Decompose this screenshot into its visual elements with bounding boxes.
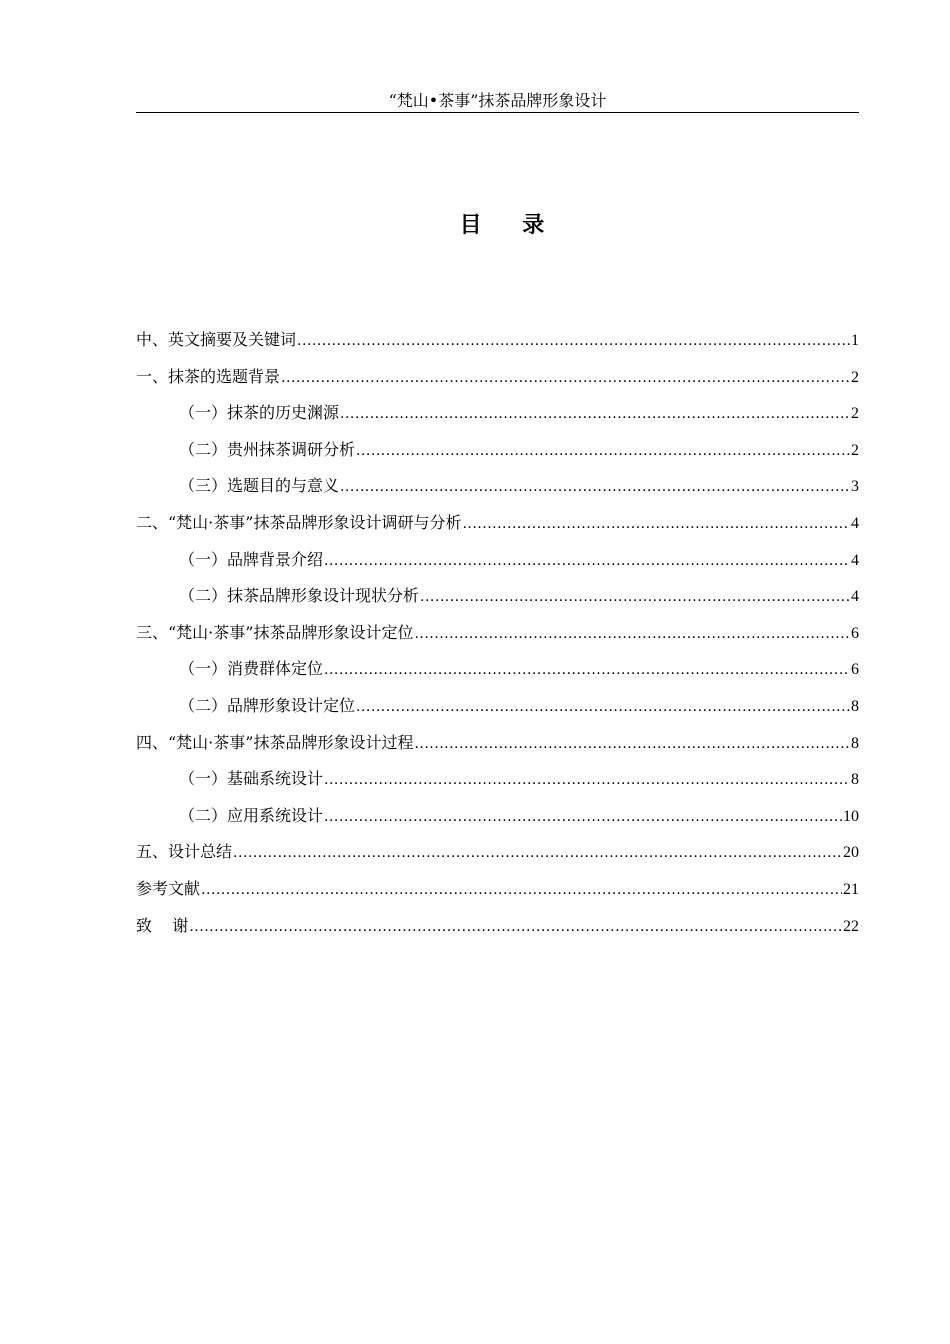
- toc-entry-title: （二）品牌形象设计定位: [179, 695, 356, 715]
- toc-entry-title: 五、设计总结: [136, 842, 233, 862]
- toc-entry-title: （二）应用系统设计: [179, 805, 324, 825]
- toc-dot-leader: [201, 872, 842, 908]
- toc-dot-leader: [324, 652, 850, 688]
- toc-entry[interactable]: [136, 505, 859, 542]
- toc-entry-title: （一）基础系统设计: [179, 769, 324, 789]
- toc-entry-title: 致 谢: [136, 915, 189, 935]
- toc-entry[interactable]: [136, 615, 859, 652]
- header-title: “梵山•茶事”抹茶品牌形象设计: [388, 91, 607, 110]
- toc-entry-title: （一）品牌背景介绍: [179, 549, 324, 569]
- toc-entry-title: 四、“梵山·茶事”抹茶品牌形象设计过程: [136, 732, 414, 752]
- toc-entry[interactable]: [136, 395, 859, 432]
- toc-entry[interactable]: [136, 725, 859, 762]
- toc-dot-leader: [233, 835, 842, 871]
- toc-entry-page-number: 4: [851, 551, 859, 569]
- toc-entry[interactable]: [136, 651, 859, 688]
- toc-entry[interactable]: [136, 798, 859, 835]
- toc-entry-title: 中、英文摘要及关键词: [136, 330, 297, 349]
- toc-entry-title: 三、“梵山·茶事”抹茶品牌形象设计定位: [136, 622, 414, 642]
- toc-entry[interactable]: [136, 834, 859, 871]
- toc-entry[interactable]: [136, 359, 859, 396]
- toc-entry-title: （二）抹茶品牌形象设计现状分析: [179, 586, 420, 606]
- toc-dot-leader: [414, 726, 850, 762]
- toc-dot-leader: [356, 433, 850, 469]
- toc-entry[interactable]: [136, 871, 859, 908]
- toc-entry-page-number: 20: [843, 844, 859, 862]
- toc-entry-title: 一、抹茶的选题背景: [136, 366, 281, 386]
- toc-dot-leader: [340, 469, 850, 505]
- toc-entry-page-number: 6: [851, 661, 859, 679]
- toc-entry-title: （三）选题目的与意义: [179, 476, 340, 496]
- toc-entry[interactable]: [136, 908, 859, 945]
- toc-entry[interactable]: [136, 432, 859, 469]
- toc-entry[interactable]: [136, 542, 859, 579]
- toc-entry-title: （二）贵州抹茶调研分析: [179, 439, 356, 459]
- toc-entry[interactable]: [136, 578, 859, 615]
- toc-entry-page-number: 21: [843, 880, 859, 898]
- toc-entry-page-number: 1: [851, 332, 859, 349]
- toc-entry[interactable]: [136, 761, 859, 798]
- toc-entry-title: 二、“梵山·茶事”抹茶品牌形象设计调研与分析: [136, 512, 462, 532]
- toc-dot-leader: [324, 799, 842, 835]
- toc-dot-leader: [356, 689, 850, 725]
- toc-entry-page-number: 2: [851, 441, 859, 459]
- toc-entry-page-number: 6: [851, 624, 859, 642]
- toc-entry-page-number: 8: [851, 734, 859, 752]
- toc-entry-title: 参考文献: [136, 878, 201, 898]
- toc-dot-leader: [281, 360, 850, 396]
- toc-dot-leader: [324, 543, 850, 579]
- toc-dot-leader: [189, 909, 842, 945]
- toc-title: 目 录: [459, 212, 547, 238]
- toc-entry-page-number: 4: [851, 588, 859, 606]
- toc-dot-leader: [420, 579, 850, 615]
- toc-entry-page-number: 3: [851, 478, 859, 496]
- toc-entry[interactable]: [136, 468, 859, 505]
- toc-entry-page-number: 2: [851, 368, 859, 386]
- toc-entry-page-number: 8: [851, 771, 859, 789]
- toc-dot-leader: [414, 616, 850, 652]
- toc-dot-leader: [340, 396, 850, 432]
- toc-entry-page-number: 10: [843, 807, 859, 825]
- toc-entry-page-number: 4: [851, 514, 859, 532]
- page-header: [136, 90, 859, 113]
- toc-entry[interactable]: [136, 688, 859, 725]
- toc-dot-leader: [462, 506, 850, 542]
- toc-entry-page-number: 8: [851, 697, 859, 715]
- toc-entry-title: （一）消费群体定位: [179, 659, 324, 679]
- toc-dot-leader: [297, 323, 850, 359]
- toc-dot-leader: [324, 762, 850, 798]
- toc-entry-page-number: 22: [843, 917, 859, 935]
- toc-entry[interactable]: [136, 322, 859, 359]
- toc-entry-title: （一）抹茶的历史渊源: [179, 403, 340, 423]
- toc-entry-page-number: 2: [851, 405, 859, 423]
- table-of-contents: [136, 322, 859, 944]
